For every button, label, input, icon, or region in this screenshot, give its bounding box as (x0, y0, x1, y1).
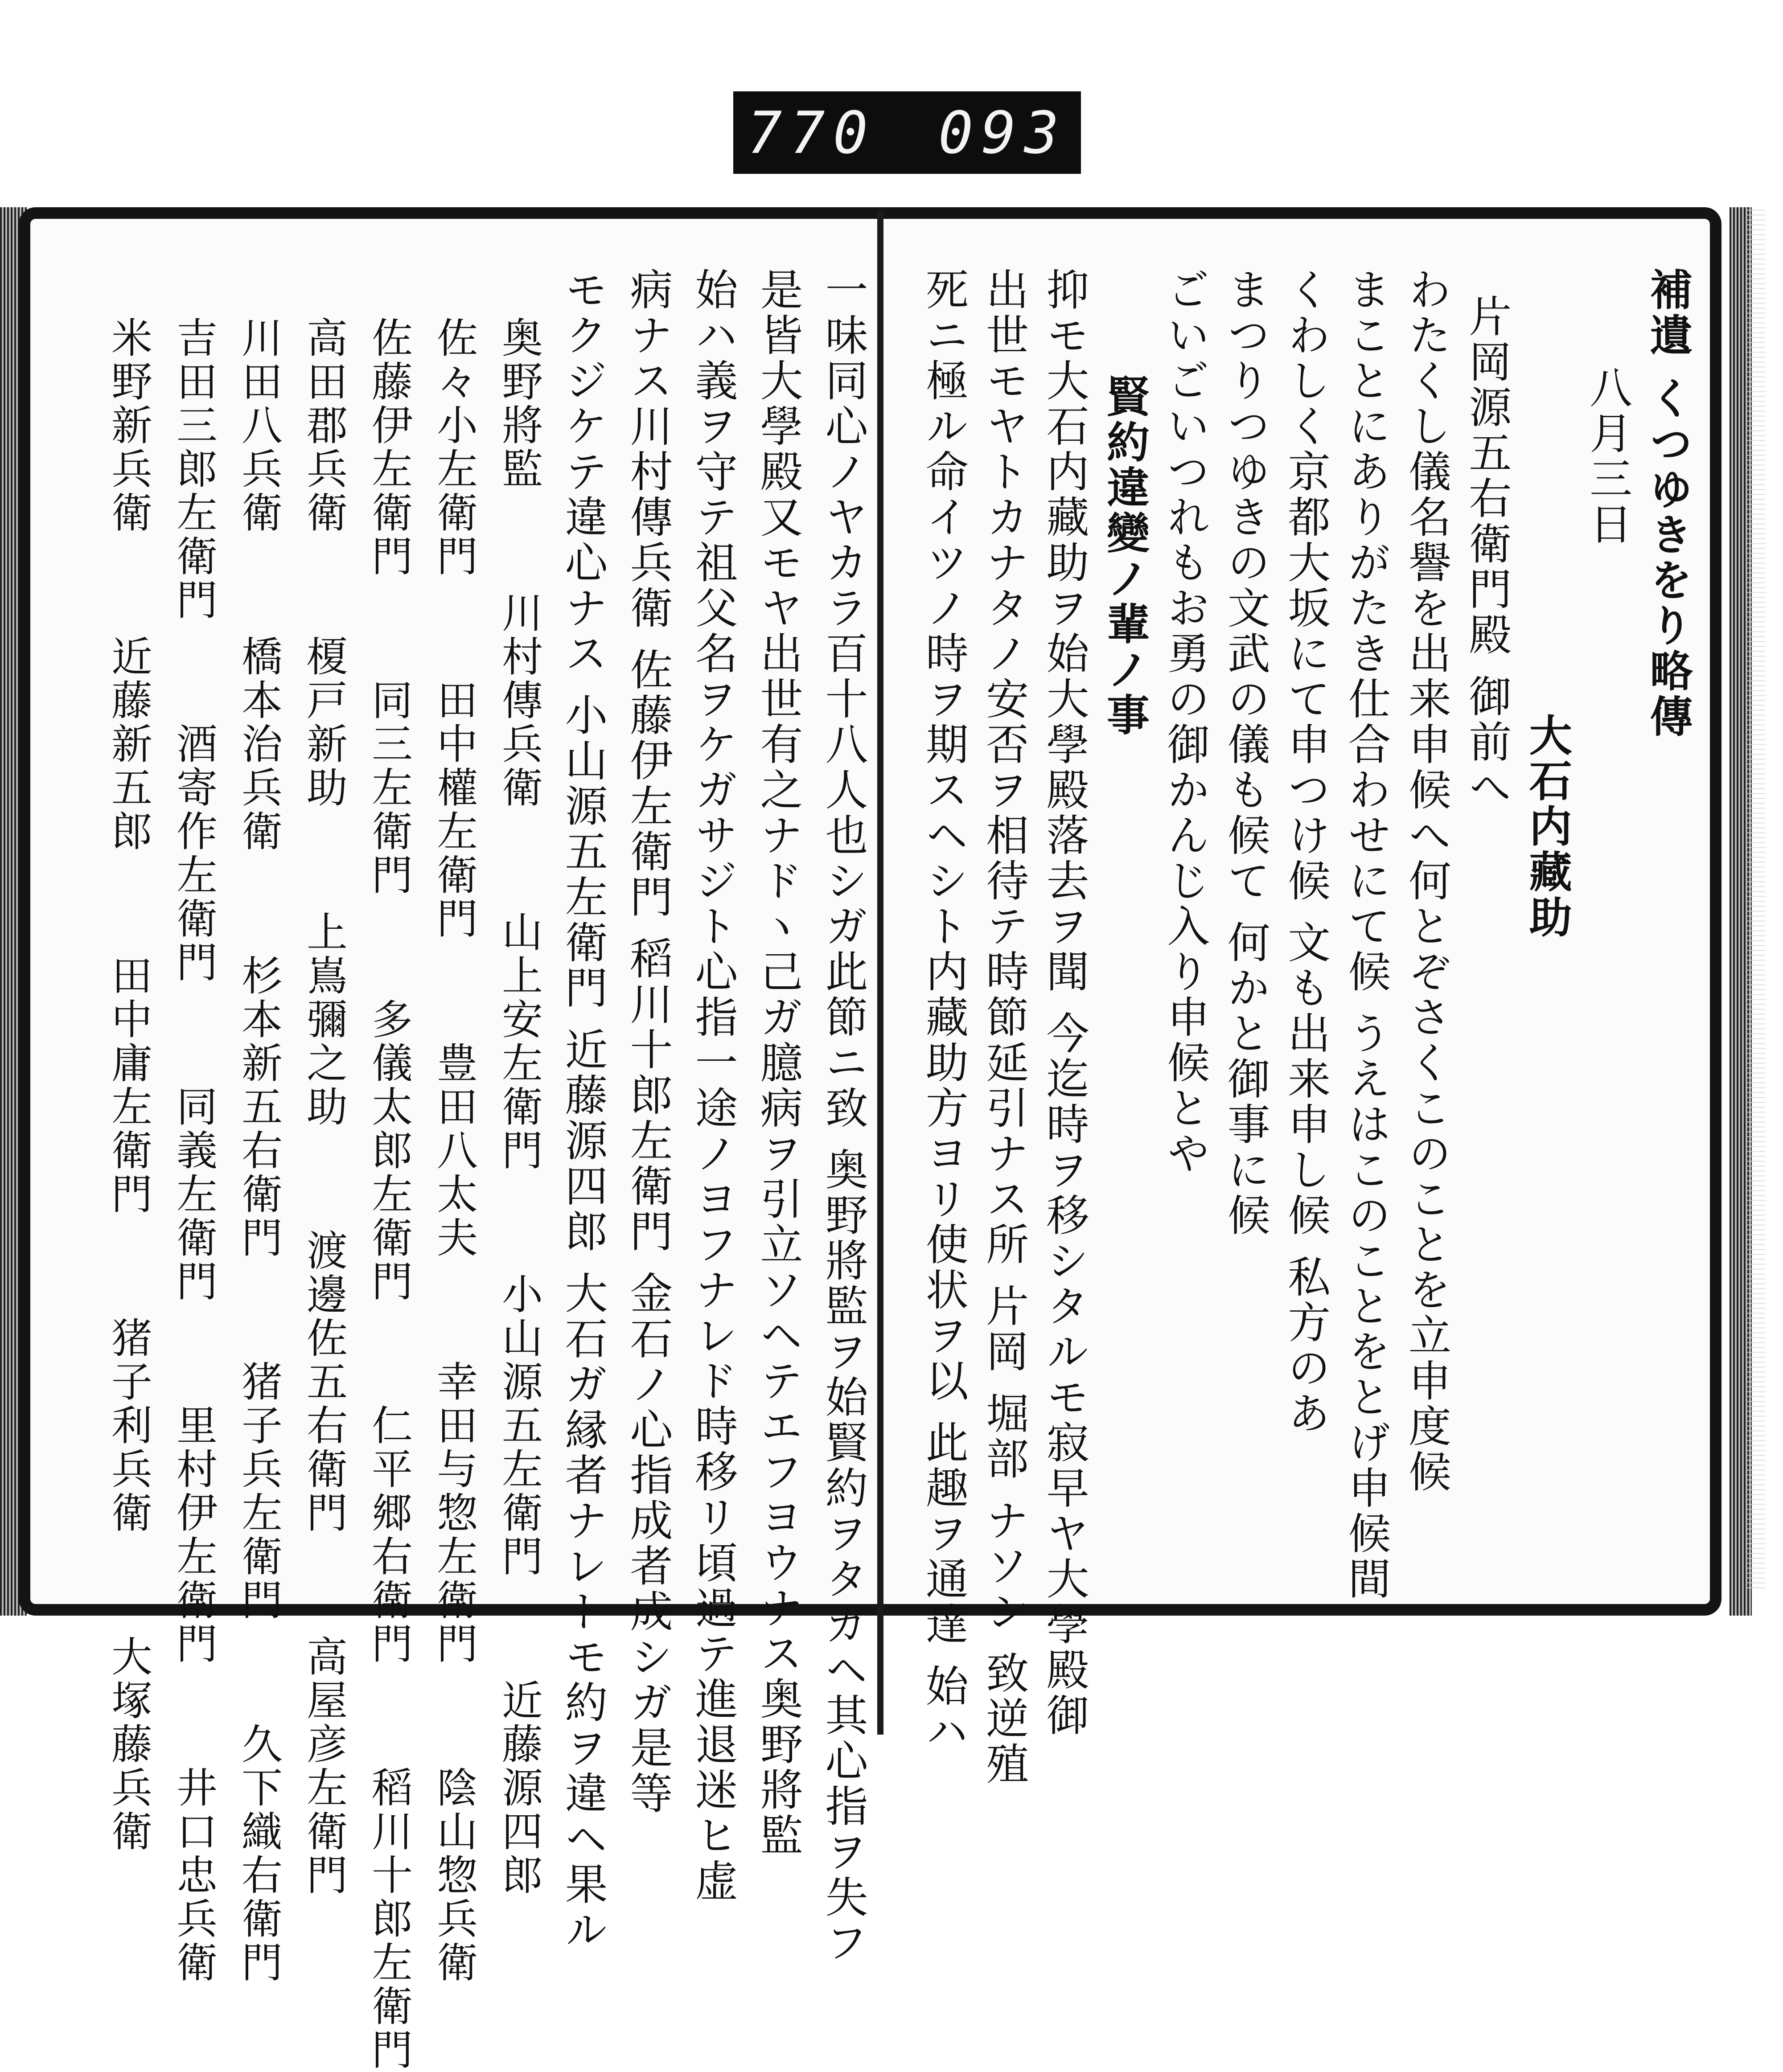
frame-label-left: 770 (747, 98, 876, 167)
person-name: 渡邊佐五右衛門 (300, 1229, 348, 1535)
person-name: 同義左衛門 (170, 1085, 218, 1304)
book-spine (877, 210, 883, 1735)
right-page (905, 267, 1693, 1788)
letter-line: まことにありがたき仕合わせにて候 うえはこのことをとげ申候間 (1341, 267, 1392, 1602)
letter-sender: 大石内藏助 (1522, 713, 1573, 940)
person-name: 豊田八太夫 (430, 1041, 478, 1260)
microfilm-frame-label (733, 91, 1081, 174)
person-name: 佐藤伊左衛門 (365, 316, 413, 579)
person-name: 高田郡兵衛 (300, 316, 348, 535)
person-name: 久下織右衛門 (235, 1723, 283, 1985)
names-column (486, 267, 543, 1897)
person-name: 里村伊左衛門 (170, 1403, 218, 1666)
names-column (226, 267, 283, 1985)
person-name: 多儀太郎左衛門 (365, 997, 413, 1304)
person-name: 大塚藤兵衛 (105, 1635, 152, 1854)
person-name: 猪子兵左衛門 (235, 1360, 283, 1622)
person-name: 佐々小左衛門 (430, 316, 478, 579)
person-name: 稻川十郎左衛門 (365, 1766, 413, 2072)
person-name: 田中庸左衛門 (105, 954, 152, 1216)
letter-line: まつりつゆきの文武の儀も候て 何かと御事に候 (1220, 267, 1271, 1239)
person-name: 高屋彦左衛門 (300, 1635, 348, 1897)
letter-date: 八月三日 (1582, 365, 1633, 547)
left-page (67, 267, 868, 2072)
person-name: 山上安左衛門 (495, 910, 543, 1173)
section-heading: 賢約違變ノ輩ノ事 (1100, 374, 1150, 738)
names-column (356, 267, 413, 2072)
person-name: 猪子利兵衛 (105, 1316, 152, 1535)
body-line: 是皆大學殿又モヤ出世有之ナドヽ己ガ臆病ヲ引立ソヘテエフヨウナス奥野將監 (753, 267, 803, 1859)
person-name: 川田八兵衛 (235, 316, 283, 535)
body-line: 出世モヤトカナタノ安否ヲ相待テ時節延引ナス所 片岡 堀部 ナソシ 致逆殖 (979, 267, 1029, 1788)
person-name: 田中權左衛門 (430, 679, 478, 941)
person-name: 川村傳兵衛 (495, 591, 543, 810)
body-line: 死ニ極ル命イツノ時ヲ期スヘシト内藏助方ヨリ使状ヲ以 此趣ヲ通達 始ハ (919, 267, 969, 1755)
frame-label-right: 093 (938, 98, 1067, 167)
body-line: 始ハ義ヲ守テ祖父名ヲケガサジト心指一途ノヨフナレド時移リ頃過テ進退迷ヒ虚 (688, 267, 738, 1904)
body-line: 抑モ大石内藏助ヲ始大學殿落去ヲ聞 今迄時ヲ移シタルモ寂早ヤ大學殿御 (1039, 267, 1090, 1739)
names-column (421, 267, 478, 1985)
person-name: 橋本治兵衛 (235, 635, 283, 854)
person-name: 榎戸新助 (300, 635, 348, 810)
person-name: 米野新兵衛 (105, 316, 152, 535)
person-name: 上嶌彌之助 (300, 910, 348, 1129)
letter-addressee: 片岡源五右衛門殿 御前へ (1462, 294, 1512, 811)
person-name: 陰山惣兵衛 (430, 1766, 478, 1985)
letter-line: ごいごいつれもお勇の御かんじ入り申候とや (1160, 267, 1210, 1177)
names-column (95, 267, 152, 1854)
person-name: 仁平郷右衛門 (365, 1403, 413, 1666)
person-name: 小山源五左衛門 (495, 1272, 543, 1579)
names-column (160, 267, 218, 1985)
person-name: 同三左衛門 (365, 679, 413, 898)
person-name: 吉田三郎左衛門 (170, 316, 218, 622)
names-column (291, 267, 348, 1897)
person-name: 井口忠兵衛 (170, 1766, 218, 1985)
person-name: 杉本新五右衛門 (235, 954, 283, 1260)
person-name: 近藤新五郎 (105, 635, 152, 854)
letter-line: くわしく京都大坂にて申つけ候 文も出来申し候 私方のあ (1281, 267, 1331, 1437)
person-name: 奥野將監 (495, 316, 543, 491)
body-line: 病ナス川村傳兵衛 佐藤伊左衛門 稻川十郎左衛門 金石ノ心指成者成シガ是等 (623, 267, 673, 1817)
body-line: 一味同心ノヤカラ百十八人也シガ此節ニ致 奥野將監ヲ始賢約ヲタガヘ其心指ヲ失フ (818, 267, 868, 1966)
body-line: モクジケテ違心ナス 小山源五左衛門 近藤源四郎 大石ガ縁者ナレトモ約ヲ違ヘ果ル (558, 267, 608, 1953)
letter-line: わたくし儀名譽を出来申候へ何とぞさくこのことを立申度候 (1401, 267, 1452, 1495)
person-name: 近藤源四郎 (495, 1679, 543, 1897)
person-name: 酒寄作左衛門 (170, 722, 218, 985)
scan-noise-right (1747, 209, 1765, 1591)
page-title: 補遺 くつゆきをり略傳 (1643, 267, 1693, 740)
person-name: 幸田与惣左衛門 (430, 1360, 478, 1666)
